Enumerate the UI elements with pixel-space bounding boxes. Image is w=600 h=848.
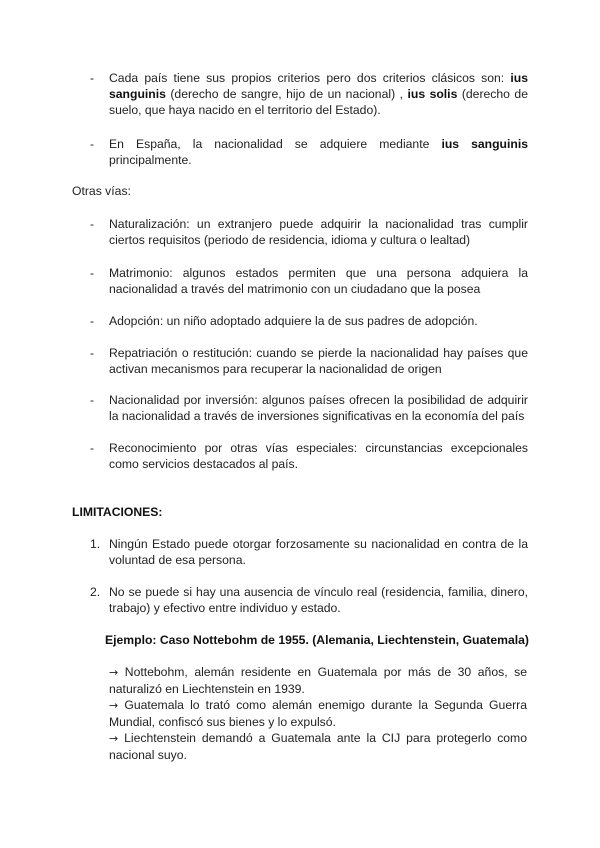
example-line-text: Nottebohm, alemán residente en Guatemala por más de 30 años, se naturalizó en Liechtenstein en 1939. [109, 665, 527, 696]
limitacion-1 [90, 536, 528, 568]
bullet-espana-text [109, 136, 528, 168]
bullet-matrimonio [90, 265, 528, 297]
bullet-reconocimiento [90, 440, 528, 472]
bullet-marker: - [90, 346, 95, 360]
bullet-text: Nacionalidad por inversión: algunos países ofrecen la posibilidad de adquirir la nacionalidad a través de inversiones significativas en la economía del país [109, 393, 528, 423]
limitacion-text: No se puede si hay una ausencia de vínculo real (residencia, familia, dinero, trabajo) y efectivo entre individuo y estado. [109, 585, 528, 615]
limitaciones-heading: LIMITACIONES: [72, 505, 163, 519]
bullet-criterios [90, 70, 528, 118]
bullet-inversion [90, 392, 528, 424]
bullet-naturalizacion [90, 216, 528, 248]
text-run: principalmente. [109, 153, 192, 167]
text-run: (derecho de sangre, hijo de un nacional) , [165, 87, 408, 101]
example-line-text: Guatemala lo trató como alemán enemigo durante la Segunda Guerra Mundial, confiscó sus bienes y lo expulsó. [109, 698, 527, 729]
bullet-text: Matrimonio: algunos estados permiten que una persona adquiera la nacionalidad a través del matrimonio con un ciudadano que la posea [109, 266, 528, 296]
arrow-right-icon: → [109, 699, 119, 712]
bullet-repatriacion [90, 345, 528, 377]
term-ius-solis: ius solis [407, 87, 458, 101]
bullet-criterios-text [109, 70, 528, 118]
bullet-marker: - [90, 137, 95, 151]
bullet-marker: - [90, 441, 95, 455]
bullet-marker: - [90, 217, 95, 231]
bullet-text: Adopción: un niño adoptado adquiere la de sus padres de adopción. [109, 314, 478, 328]
term-ius-sanguinis: ius sanguinis [109, 71, 528, 101]
bullet-adopcion [90, 313, 528, 329]
example-line [109, 697, 527, 730]
bullet-marker: - [90, 314, 95, 328]
text-run: En España, la nacionalidad se adquiere mediante [109, 137, 442, 151]
arrow-right-icon: → [109, 732, 119, 745]
example-line [109, 664, 527, 697]
list-number: 1. [90, 537, 101, 551]
term-ius-sanguinis: ius sanguinis [441, 137, 528, 151]
arrow-right-icon: → [109, 666, 119, 679]
example-line [109, 730, 527, 763]
example-lines [109, 664, 527, 763]
example-title: Ejemplo: Caso Nottebohm de 1955. (Alemania, Liechtenstein, Guatemala) [105, 633, 529, 647]
text-run: (derecho de suelo, que haya nacido en el territorio del Estado). [109, 87, 528, 117]
text-run: Cada país tiene sus propios criterios pero dos criterios clásicos son: [109, 71, 511, 85]
otras-vias-label: Otras vías: [72, 184, 131, 198]
bullet-marker: - [90, 393, 95, 407]
example-line-text: Liechtenstein demandó a Guatemala ante la CIJ para protegerlo como nacional suyo. [109, 731, 527, 762]
list-number: 2. [90, 585, 101, 599]
bullet-text: Repatriación o restitución: cuando se pierde la nacionalidad hay países que activan mecanismos para recuperar la nacionalidad de origen [109, 346, 528, 376]
bullet-marker: - [90, 266, 95, 280]
limitacion-text: Ningún Estado puede otorgar forzosamente su nacionalidad en contra de la voluntad de esa persona. [109, 537, 528, 567]
bullet-text: Reconocimiento por otras vías especiales: circunstancias excepcionales como servicios destacados al país. [109, 441, 528, 471]
bullet-text: Naturalización: un extranjero puede adquirir la nacionalidad tras cumplir ciertos requisitos (periodo de residencia, idioma y cultura o lealtad) [109, 217, 528, 247]
bullet-espana [90, 136, 528, 168]
limitacion-2 [90, 584, 528, 616]
bullet-marker: - [90, 71, 95, 85]
